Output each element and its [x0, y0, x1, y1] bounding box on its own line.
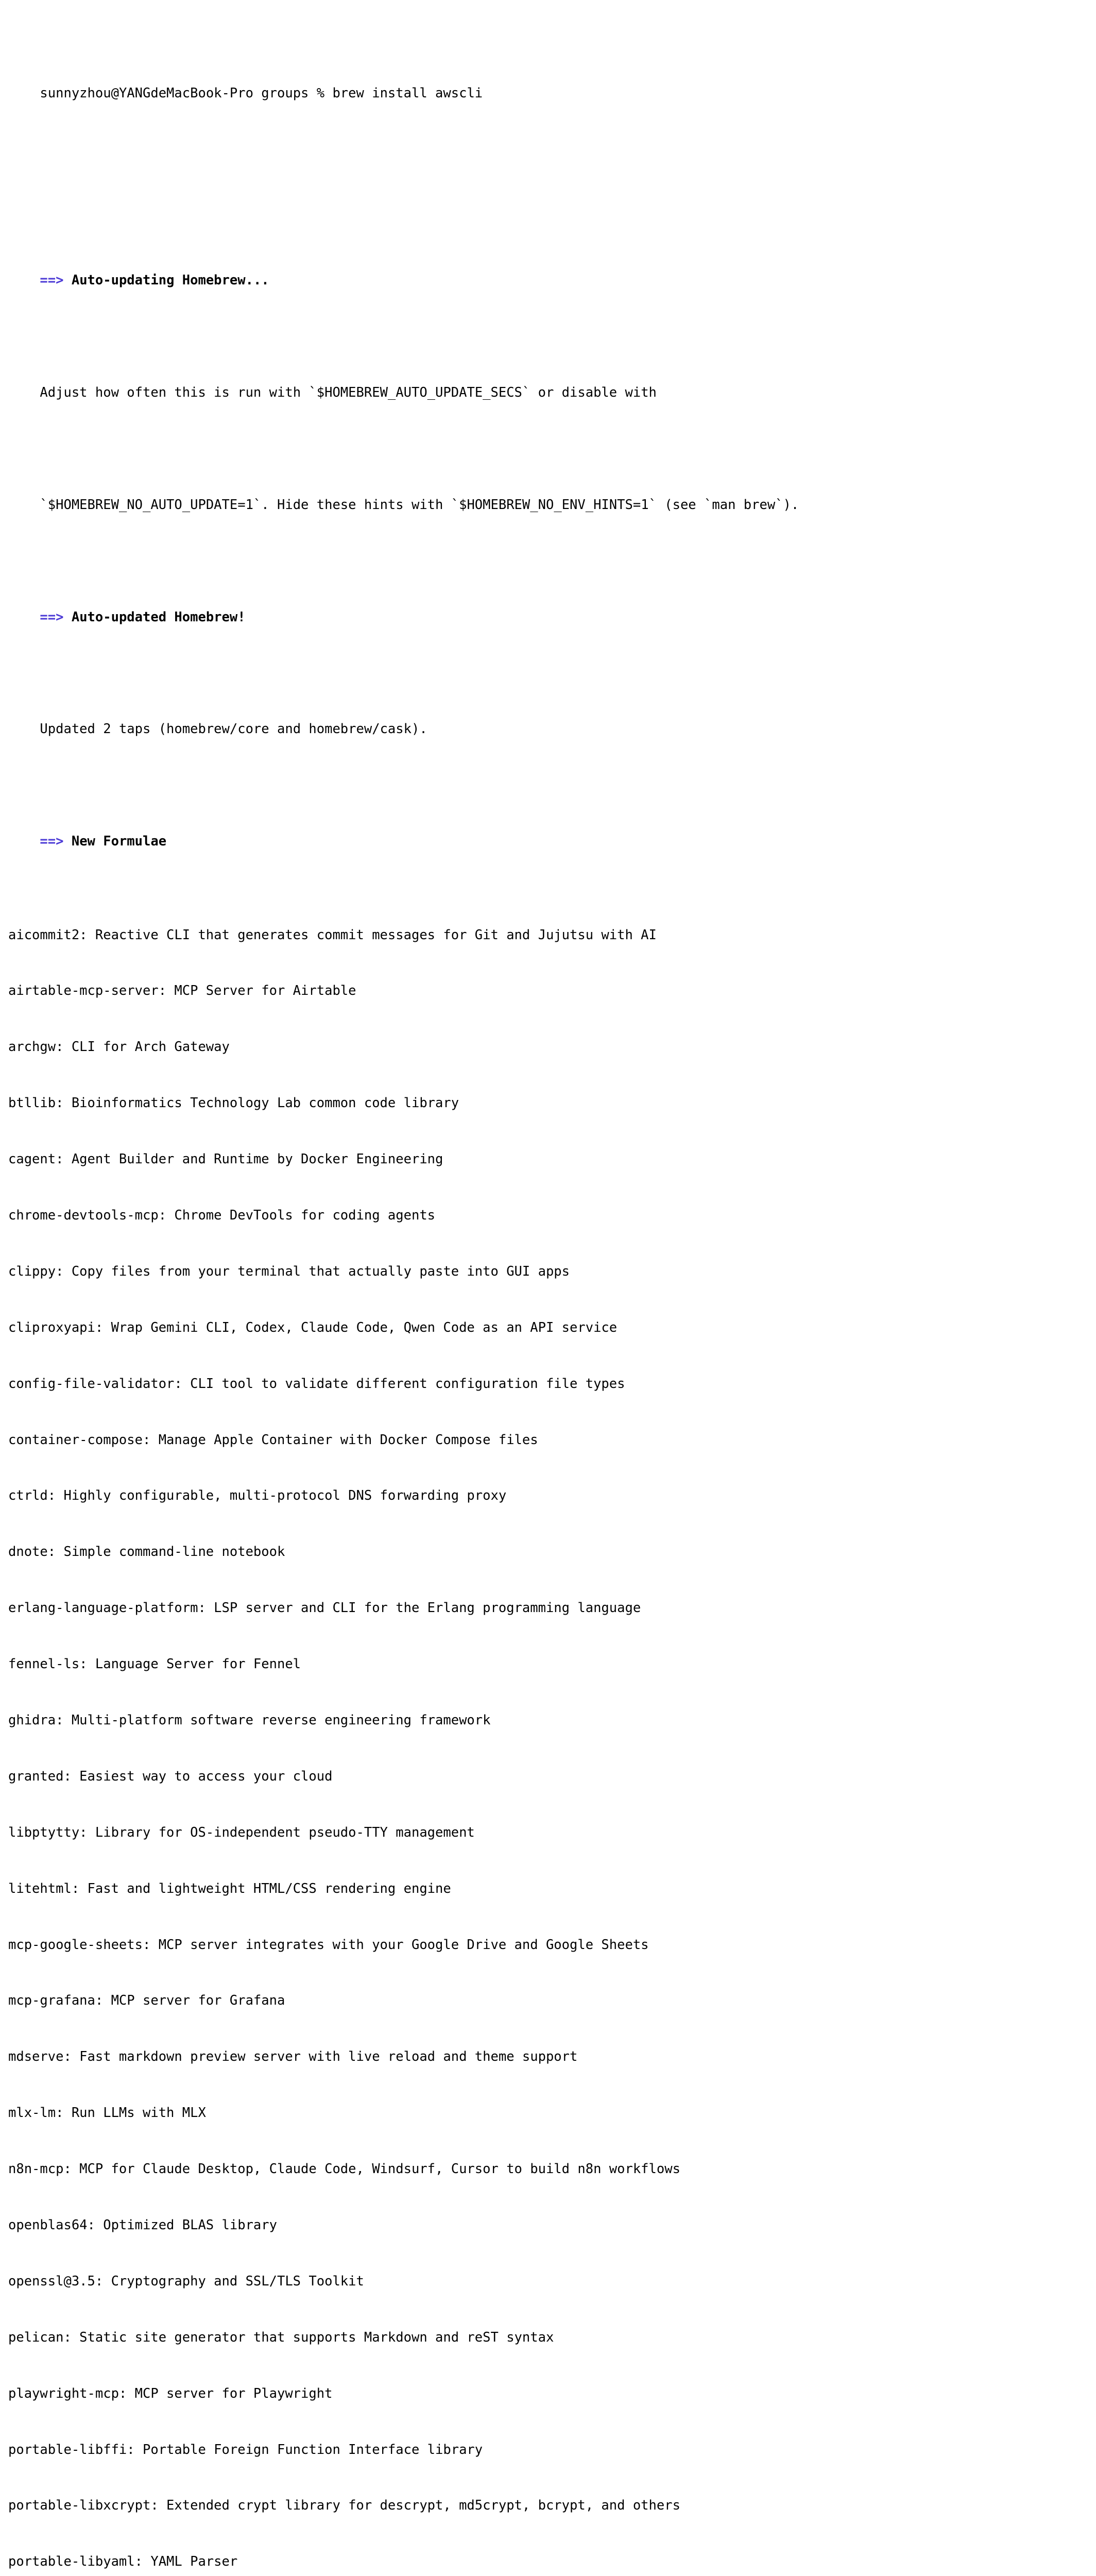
- formula-line: [8, 2104, 1096, 2122]
- formula-line: [8, 1150, 1096, 1168]
- formula-line: [8, 926, 1096, 944]
- command-prompt-line: [8, 65, 1096, 122]
- formula-line: [8, 2328, 1096, 2347]
- arrow-marker-icon: ==>: [40, 834, 64, 850]
- section-auto-updating: [8, 252, 1096, 309]
- formula-line: [8, 2047, 1096, 2066]
- arrow-marker-icon: ==>: [40, 609, 64, 625]
- formula-text: mcp-grafana: MCP server for Grafana: [8, 1993, 285, 2009]
- formula-line: [8, 1823, 1096, 1842]
- formula-text: mcp-google-sheets: MCP server integrates with your Google Drive and Google Sheets: [8, 1937, 649, 1953]
- prompt-text: sunnyzhou@YANGdeMacBook-Pro groups % brew install awscli: [40, 86, 483, 101]
- formula-text: openssl@3.5: Cryptography and SSL/TLS Toolkit: [8, 2273, 364, 2289]
- formula-line: [8, 1655, 1096, 1673]
- formula-text: granted: Easiest way to access your cloud: [8, 1768, 333, 1784]
- arrow-marker-icon: ==>: [40, 273, 64, 289]
- formula-text: chrome-devtools-mcp: Chrome DevTools for coding agents: [8, 1208, 436, 1223]
- formula-text: dnote: Simple command-line notebook: [8, 1544, 285, 1560]
- formula-text: litehtml: Fast and lightweight HTML/CSS rendering engine: [8, 1880, 451, 1896]
- formula-text: mlx-lm: Run LLMs with MLX: [8, 2105, 206, 2121]
- formula-line: [8, 1767, 1096, 1786]
- formula-line: [8, 1879, 1096, 1898]
- section-new-formulae: [8, 814, 1096, 870]
- formula-text: airtable-mcp-server: MCP Server for Airtable: [8, 983, 356, 999]
- formula-line: [8, 1936, 1096, 1954]
- formula-text: portable-libffi: Portable Foreign Function Interface library: [8, 2442, 483, 2458]
- message-line: [8, 701, 1096, 757]
- formula-line: [8, 2160, 1096, 2178]
- formula-text: ctrld: Highly configurable, multi-protocol DNS forwarding proxy: [8, 1488, 507, 1504]
- section-label-auto-updating: Auto-updating Homebrew...: [71, 273, 269, 289]
- formula-text: libptytty: Library for OS-independent pseudo-TTY management: [8, 1824, 475, 1840]
- message-line: [8, 365, 1096, 421]
- formula-line: [8, 1431, 1096, 1449]
- formula-line: [8, 2441, 1096, 2459]
- formula-line: [8, 981, 1096, 1000]
- formula-text: n8n-mcp: MCP for Claude Desktop, Claude Code, Windsurf, Cursor to build n8n workflows: [8, 2161, 680, 2177]
- formula-line: [8, 1486, 1096, 1505]
- formula-line: [8, 1318, 1096, 1337]
- formula-line-partial: [8, 2552, 1096, 2571]
- formula-text: cliproxyapi: Wrap Gemini CLI, Codex, Claude Code, Qwen Code as an API service: [8, 1319, 618, 1335]
- formula-text: pelican: Static site generator that supports Markdown and reST syntax: [8, 2329, 554, 2345]
- section-auto-updated: [8, 589, 1096, 645]
- formula-line: [8, 1038, 1096, 1056]
- formula-text: erlang-language-platform: LSP server and CLI for the Erlang programming language: [8, 1600, 641, 1616]
- formula-text: fennel-ls: Language Server for Fennel: [8, 1656, 301, 1672]
- formula-text: playwright-mcp: MCP server for Playwright: [8, 2385, 333, 2401]
- formula-line: [8, 1543, 1096, 1561]
- formula-line: [8, 2272, 1096, 2291]
- formula-line: [8, 1599, 1096, 1617]
- formula-text: aicommit2: Reactive CLI that generates commit messages for Git and Jujutsu with AI: [8, 927, 657, 943]
- message-text: Adjust how often this is run with `$HOMEBREW_AUTO_UPDATE_SECS` or disable with: [40, 384, 657, 400]
- blank-line: [8, 178, 1096, 196]
- formula-text: openblas64: Optimized BLAS library: [8, 2217, 277, 2233]
- formula-line: [8, 1206, 1096, 1225]
- message-text: `$HOMEBREW_NO_AUTO_UPDATE=1`. Hide these hints with `$HOMEBREW_NO_ENV_HINTS=1` (see `man brew`).: [40, 497, 799, 513]
- formula-text: config-file-validator: CLI tool to validate different configuration file types: [8, 1376, 625, 1392]
- section-label-auto-updated: Auto-updated Homebrew!: [71, 609, 246, 625]
- formula-line: [8, 1711, 1096, 1730]
- formula-line: [8, 2496, 1096, 2515]
- formula-line: [8, 1262, 1096, 1281]
- section-label-new-formulae: New Formulae: [71, 834, 167, 850]
- message-line: [8, 477, 1096, 533]
- formula-line: [8, 2216, 1096, 2234]
- formula-line: [8, 2384, 1096, 2403]
- formula-text: portable-libxcrypt: Extended crypt library for descrypt, md5crypt, bcrypt, and others: [8, 2498, 680, 2514]
- formula-text: container-compose: Manage Apple Container with Docker Compose files: [8, 1432, 538, 1448]
- formula-text: archgw: CLI for Arch Gateway: [8, 1039, 230, 1055]
- formula-text: mdserve: Fast markdown preview server with live reload and theme support: [8, 2049, 578, 2065]
- formula-text: clippy: Copy files from your terminal that actually paste into GUI apps: [8, 1263, 570, 1279]
- formula-text: btllib: Bioinformatics Technology Lab common code library: [8, 1095, 459, 1111]
- formula-line: [8, 1375, 1096, 1393]
- message-text: Updated 2 taps (homebrew/core and homebrew/cask).: [40, 721, 427, 737]
- formula-text: ghidra: Multi-platform software reverse engineering framework: [8, 1713, 491, 1728]
- formula-line: [8, 1094, 1096, 1112]
- formula-text: cagent: Agent Builder and Runtime by Docker Engineering: [8, 1151, 443, 1167]
- formula-line: [8, 1991, 1096, 2010]
- formula-text: portable-libyaml: YAML Parser: [8, 2554, 238, 2570]
